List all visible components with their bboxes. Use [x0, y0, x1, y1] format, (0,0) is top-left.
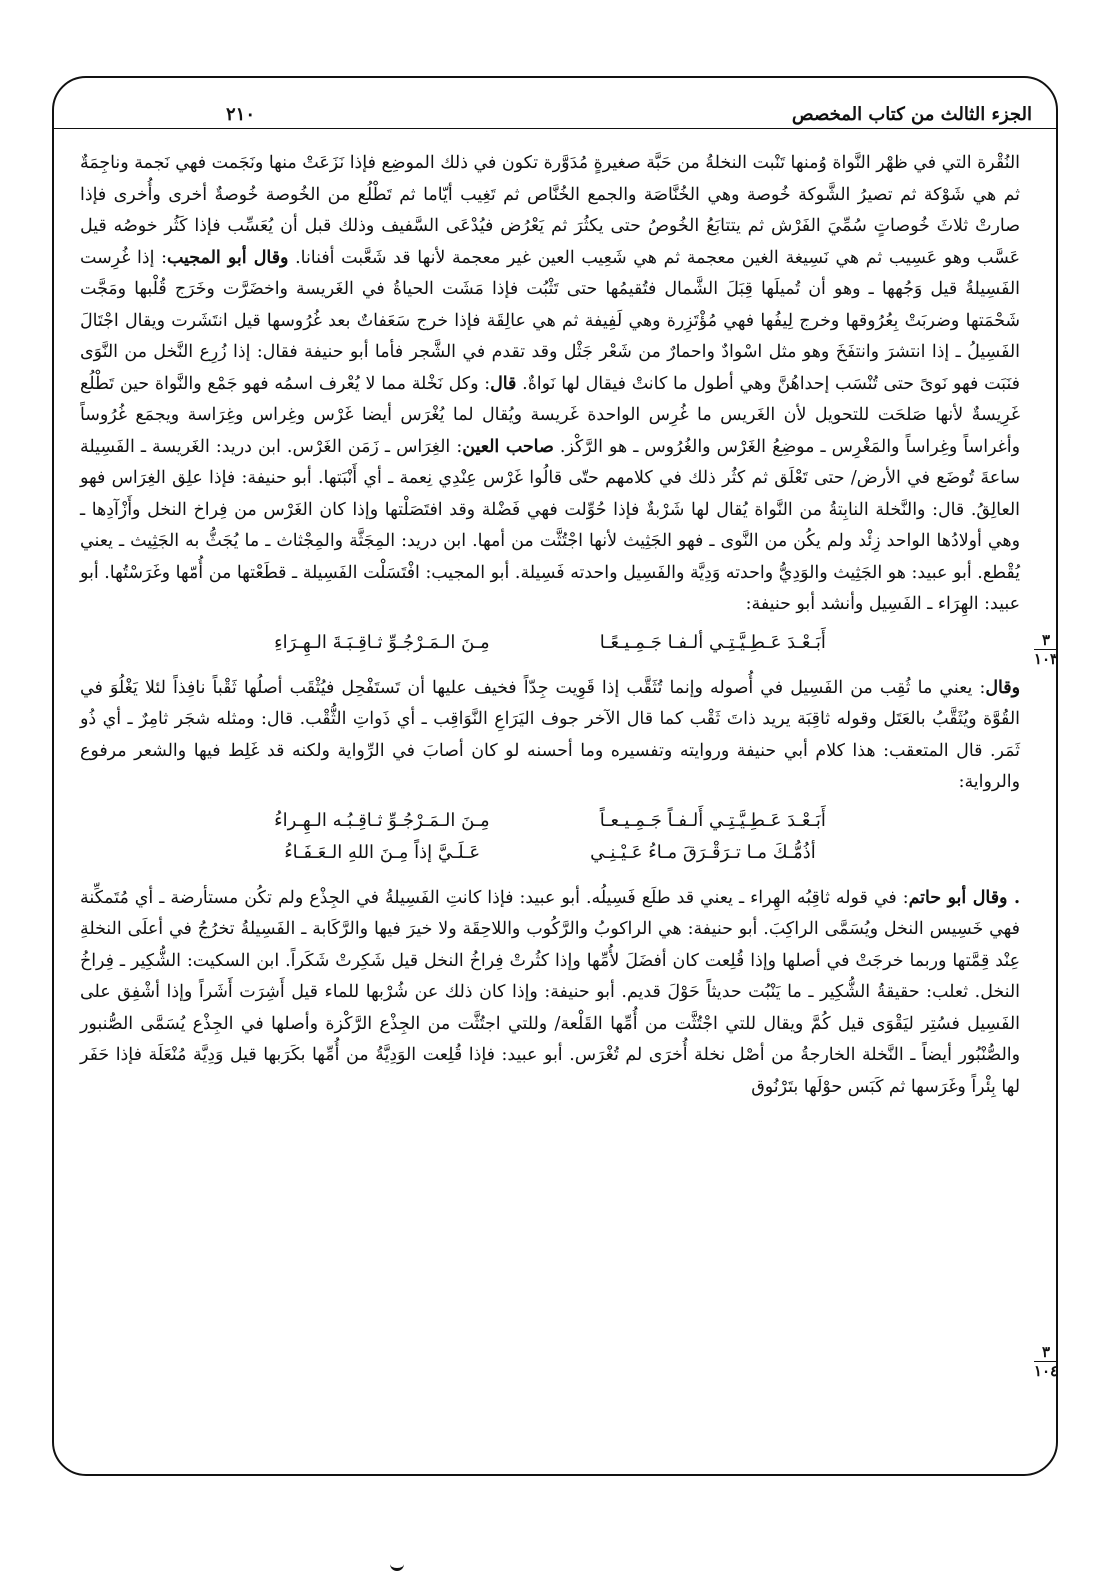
source-label: . وقال أبو حاتم	[908, 887, 1021, 908]
margin-note-denominator: ١٠٤	[1033, 1362, 1059, 1380]
verse-line	[80, 837, 1020, 869]
ink-mark	[390, 1556, 404, 1571]
verse-block	[80, 805, 1020, 869]
source-label: وقال أبو المجيب	[166, 247, 289, 268]
paragraph-text: النُقْرة التي في ظهْر النَّواة وُمنها تَنْبت النخلةُ من حَبَّة صغيرةٍ مُدَوَّرة تكون في ذلك الموضِع فإذا نَزَعَتْ منها ونَجَمت فهي نَجمة وناجِمَةٌ ثم هي شَوْكة ثم تصيرُ الشَّوكة خُوصة وهي الخُنَّاصَة والجمع الخُنَّاص ثم تَغِيب أيّاما ثم تَطْلُع من الخُوصة خُوصةٌ أخرى وأُخرى فإذا صارتْ ثلاثَ خُوصاتٍ سُمِّيَ الفَرْش ثم يتتابَعُ الخُوصُ حتى يكثُرَ ثم يَعْرُض فيُدْعَى السَّفيف وذلك قبل أن يُعَسِّب فإذا كَثُر خوصُه قيل عَسَّب وهو عَسِيب ثم هي نَسِيغة الغين معجمة ثم هي شَعِيب العين غير معجمة لأنها قد شَعَّبت أفنانا.	[80, 153, 1020, 268]
paragraph-text: : يعني ما ثُقِب من الفَسِيل في أُصوله وإنما تُثَقَّب إذا قَوِيت جِدّاً فخيف عليها أن تَستَفْحِل فيُثْقَب أصلُها ثَقْباً نافِذاً لئلا يَغْلُوَ في القُوَّة ويُثَقَّبُ بالعَتَل وقوله ثاقِبَة يريد ذاتَ ثَقْب كما قال الآخر جوف اليَرَاعِ النَّوَاقِب ـ أي ذَواتِ الثُّقْب. قال: ومثله شجَر ثامِرٌ ـ أي ذُو ثَمَر. قال المتعقب: هذا كلام أبي حنيفة وروايته وتفسيره وما أحسنه لو كان أصابَ في الرِّواية ولكنه قد غَلِط فيها والشعر مرفوع والرواية:	[80, 677, 1020, 792]
margin-note-folio	[1030, 1344, 1062, 1379]
text-paragraph	[80, 148, 1020, 621]
running-header-title: الجزء الثالث من كتاب المخصص	[791, 104, 1032, 125]
verse-line	[80, 627, 1020, 659]
margin-note-folio	[1030, 632, 1062, 667]
paragraph-text: : إذا غُرِست الفَسِيلةُ قيل وَجُهها ـ وهو أن تُميلَها قِبَلَ الشَّمال فتُقيمُها حتى تَثْبُت فإذا مَشَت الحياةُ في الغَريسة واخضَرَّت وخَرَج قُلْبها ومَجَّت شَحْمَتها وضربَتْ بِعُرُوقها وخرج لِيفُها فهي مُؤْتَزِرة وهي لَفِيفة ثم هي عالِقَة فإذا خرج سَعَفاتٌ بعد غُرُوسها قيل انتَشَرت ويقال اجْتَالَ الفَسِيلُ ـ إذا انتشرَ وانتفَخَ وهو مثل اسْوادٌ واحمارٌ من شَعْر جَثْل وقد تقدم في الشَّجر فأما أبو حنيفة فقال: إذا زُرِع النَّخل من النَّوَى فنَبَت فهو نَوىً حتى تُنْسَب إحداهُنَّ وهي أطول ما كانتْ فيقال لها نَواةٌ.	[80, 247, 1020, 394]
text-paragraph	[80, 673, 1020, 799]
text-paragraph	[80, 883, 1020, 1104]
verse-first-hemistich: أَبَـعْـدَ عَـطِـيَّـتِـي أَلـفـاً جَـمِـيـعـاً	[599, 809, 826, 831]
verse-second-hemistich: عَـلَـيَّ إذاً مِـنَ اللهِ الـعَـفَـاءُ	[284, 841, 481, 863]
margin-note-denominator: ١٠٣	[1033, 650, 1059, 668]
verse-line	[80, 805, 1020, 837]
verse-block	[80, 627, 1020, 659]
main-text	[80, 148, 1020, 1103]
paragraph-text: : في قوله ثاقِبُه الهِراء ـ يعني قد طلَع فَسِيلُه. أبو عبيد: فإذا كانتِ الفَسِيلةُ في الجِذْع ولم تكُن مستأرضة ـ أي مُتَمكِّنة فهي خَسِيس النخل ويُسَمَّى الراكِبَ. أبو حنيفة: هي الراكوبُ والرَّكُوب واللاحِقَة ولا خيرَ فيها والرَّكَابة ـ الفَسِيلةُ تخرُجُ في أعلَى النخلةِ عِنْد قِمَّتها وربما خرجَتْ في أصلها وإذا قُلِعت كان أفضَلَ لأُمِّها وإذا كثُرتْ فِراخُ النخل قيل شَكِرتْ شَكَراً. ابن السكيت: الشُّكِير ـ فِراخُ النخل. ثعلب: حقيقةُ الشُّكِير ـ ما يَنْبُت حديثاً حَوْلَ قديم. أبو حنيفة: وإذا كان ذلك عن شُرْبها للماء قيل أَشِرَت أَشَراً وإذا أشْفِق على الفَسِيل فسُتِر ليَقْوَى قيل كُمَّ ويقال للتي اجْتُثَّت من أُمِّها القَلْعة/ وللتي اجتُثَّت من الجِذْع الرَّكْزة وأصلها في الجِذْع يُسَمَّى الصُّنبور والصُّنْبُور أيضاً ـ النَّخلة الخارجةُ من أصْل نخلة أُخرَى لم تُغْرَس. أبو عبيد: فإذا قُلِعت الوَدِيَّةُ من أُمِّها بكَرَبها قيل وَدِيَّة مُنْعَلَة فإذا حَفَر لها بِئْراً وغَرَسها ثم كَبَس حوْلَها بتَرْنُوق	[80, 887, 1021, 1097]
source-label: وقال	[985, 677, 1020, 698]
verse-first-hemistich: أَبَـعْـدَ عَـطِـيَّـتِـي ألـفـا جَـمِـيـعًـا	[599, 631, 826, 653]
verse-second-hemistich: مِـنَ الـمَـرْجُـوِّ ثـاقِـبُـه الـهِـراءُ	[274, 809, 490, 831]
paragraph-text: : الغِرَاس ـ زَمَن الغَرْس. ابن دريد: الغَريسة ـ الفَسِيلة ساعةَ تُوضَع في الأرض/ حتى تَعْلَق ثم كثُر ذلك في كلامهم حتّى قالُوا غَرْس عِنْدِي نِعمة ـ أي أَنْبَتها. أبو حنيفة: فإذا علِق الغِرَاس فهو العالِقُ. قال: والنَّخلة النابِتةُ من النَّواة يُقال لها شَرْبةٌ فإذا حُوِّلت فهي فَضْلة وقد افتَصَلْتها وإذا كان الغَرْس من فِراخ النخل وأَزْآدِها ـ وهي أولادُها الواحد زِئْد ولم يكُن من النَّوى ـ فهو الجَثِيث لأنها اجْتُثَّت من أمها. ابن دريد: المِجَثَّة والمِجْثاث ـ ما يُجَثُّ به الجَثِيث ـ يعني يُقْطع. أبو عبيد: هو الجَثِيث والوَدِيُّ واحدته وَدِيَّة والفَسِيل واحدته فَسِيلة. أبو المجيب: افْتَسَلْت الفَسِيلة ـ قطَعْتها من أُمّها وغَرَسْتُها. أبو عبيد: الهِرَاء ـ الفَسِيل وأنشد أبو حنيفة:	[80, 436, 1020, 614]
verse-second-hemistich: مِـنَ الـمَـرْجُـوِّ ثـاقِـبَـةَ الـهِـرَاءِ	[274, 631, 490, 653]
verse-first-hemistich: أذُمُّـكَ مـا تـرَقْـرَقَ مـاءُ عَـيْـنِـي	[590, 841, 816, 863]
margin-note-numerator: ٣	[1041, 631, 1051, 649]
source-label: صاحب العين	[462, 436, 554, 457]
margin-note-numerator: ٣	[1041, 1343, 1051, 1361]
source-label: قال	[490, 373, 517, 394]
paragraph-text: : وكل نَخْلة مما لا يُعْرف اسمُه فهو جَمْع والنَّواة حين تَطْلُع غَرِيسةٌ لأنها صَلحَت للتحويل لأن الغَريس ما غُرِس الواحدة غَريسة ويُقال لما يُغْرَس أيضا غَرْس وغِراس وغِرَاسة ويجمَع غُرُوساً وأغراساً وغِراساً والمَغْرِس ـ موضِعُ الغَرْس والغُرُوس ـ هو الرَّكْز.	[80, 373, 1021, 457]
page-number: ٢١٠	[226, 104, 256, 125]
header-rule	[52, 128, 1058, 129]
